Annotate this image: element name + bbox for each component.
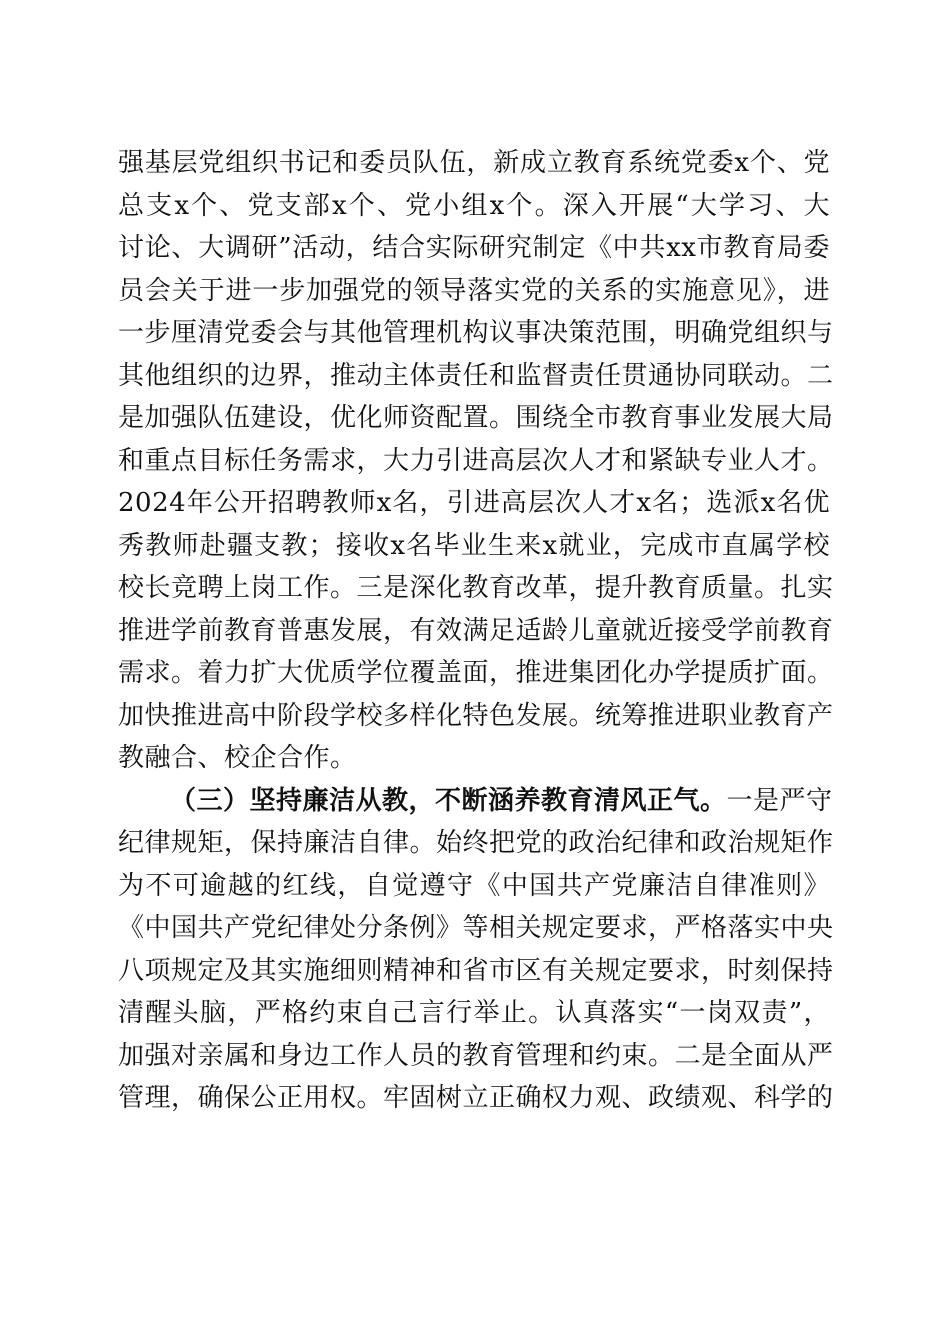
body-text bbox=[118, 142, 834, 1120]
text-line: 总支x个、党支部x个、党小组x个。深入开展“大学习、大 bbox=[118, 190, 830, 221]
text-line: 校长竞聘上岗工作。三是深化教育改革，提升教育质量。扎实 bbox=[118, 573, 834, 603]
text-line: 是加强队伍建设，优化师资配置。围绕全市教育事业发展大局 bbox=[118, 403, 834, 433]
text-line: 八项规定及其实施细则精神和省市区有关规定要求，时刻保持 bbox=[118, 955, 834, 986]
text-line: 需求。着力扩大优质学位覆盖面，推进集团化办学提质扩面。 bbox=[118, 658, 834, 688]
text-line: 加快推进高中阶段学校多样化特色发展。统筹推进职业教育产 bbox=[118, 700, 834, 731]
section-heading: （三）坚持廉洁从教，不断涵养教育清风正气。 bbox=[170, 785, 727, 816]
section-heading-rest: 一是严守 bbox=[726, 785, 833, 816]
text-line: 讨论、大调研”活动，结合实际研究制定《中共xx市教育局委 bbox=[118, 233, 830, 263]
text-line: 一步厘清党委会与其他管理机构议事决策范围，明确党组织与 bbox=[118, 318, 834, 348]
text-line: 教融合、校企合作。 bbox=[118, 743, 357, 773]
text-line: 2024年公开招聘教师x名，引进高层次人才x名；选派x名优 bbox=[118, 488, 830, 518]
text-line: 强基层党组织书记和委员队伍，新成立教育系统党委x个、党 bbox=[118, 148, 830, 178]
text-line: 纪律规矩，保持廉洁自律。始终把党的政治纪律和政治规矩作 bbox=[118, 828, 834, 858]
text-line: 员会关于进一步加强党的领导落实党的关系的实施意见》，进 bbox=[118, 275, 830, 306]
text-line: 为不可逾越的红线，自觉遵守《中国共产党廉洁自律准则》 bbox=[118, 870, 830, 901]
text-line: 和重点目标任务需求，大力引进高层次人才和紧缺专业人才。 bbox=[118, 445, 834, 476]
text-line: 加强对亲属和身边工作人员的教育管理和约束。二是全面从严 bbox=[118, 1040, 834, 1071]
text-line: 清醒头脑，严格约束自己言行举止。认真落实“一岗双责”， bbox=[118, 998, 830, 1028]
text-line: 《中国共产党纪律处分条例》等相关规定要求，严格落实中央 bbox=[118, 913, 834, 943]
text-line: 推进学前教育普惠发展，有效满足适龄儿童就近接受学前教育 bbox=[118, 615, 834, 646]
text-line: 管理，确保公正用权。牢固树立正确权力观、政绩观、科学的 bbox=[118, 1083, 834, 1113]
text-line: 其他组织的边界，推动主体责任和监督责任贯通协同联动。二 bbox=[118, 360, 834, 391]
section-heading-line bbox=[118, 780, 833, 823]
text-line: 秀教师赴疆支教；接收x名毕业生来x就业，完成市直属学校 bbox=[118, 530, 830, 561]
